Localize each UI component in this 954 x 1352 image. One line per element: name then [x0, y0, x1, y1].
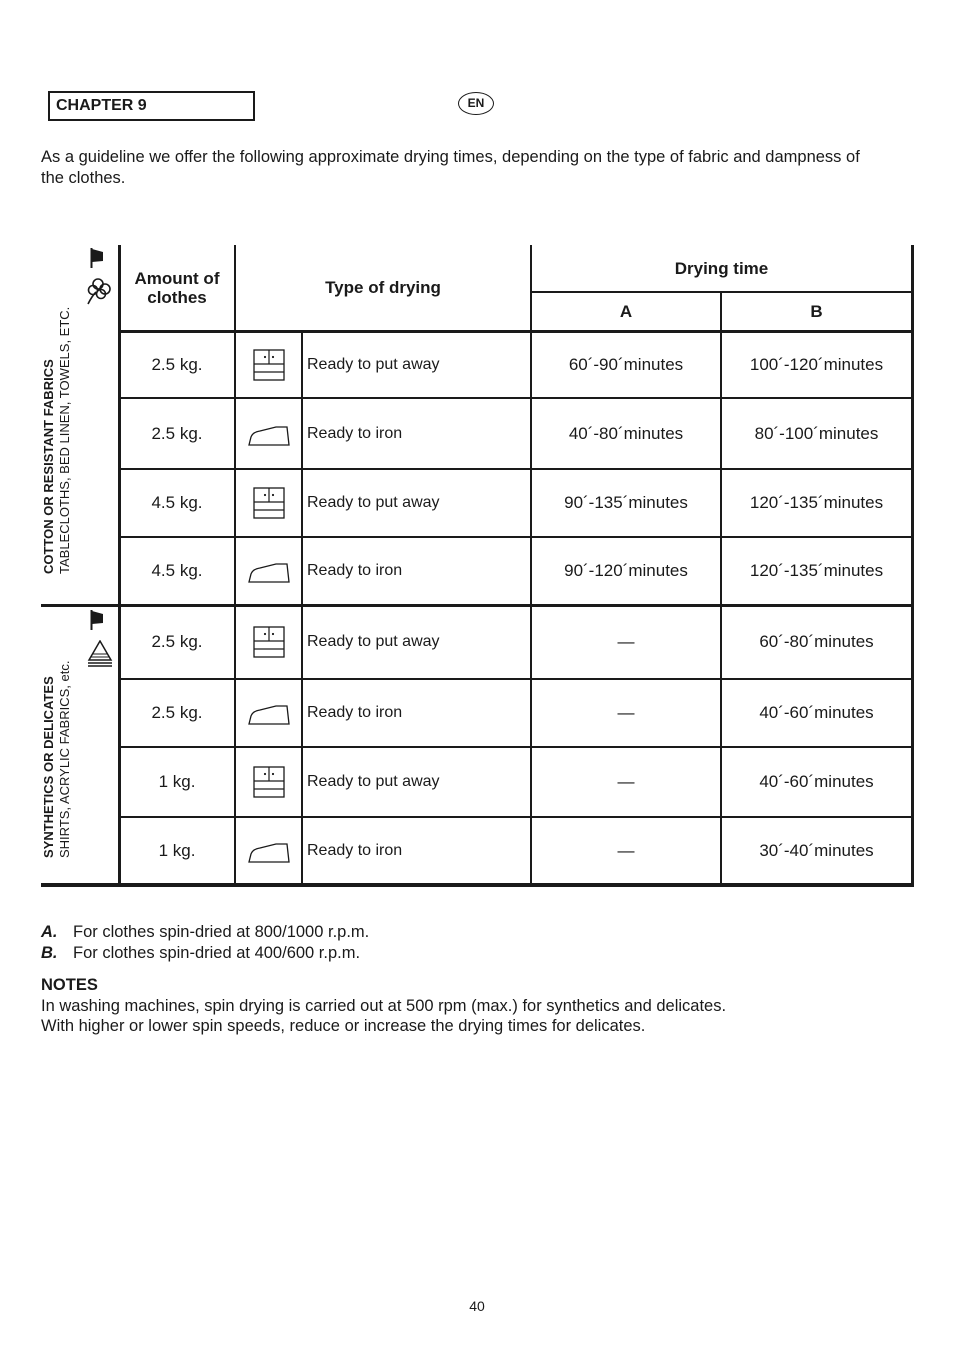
type-icon-cell — [235, 605, 302, 679]
flag-icon — [90, 610, 104, 635]
cupboard-icon — [253, 349, 285, 381]
type-label-cell: Ready to put away — [307, 355, 440, 373]
table-rule — [118, 245, 121, 885]
amount-cell: 2.5 kg. — [151, 423, 203, 443]
type-icon-cell — [235, 398, 302, 469]
time-b-cell: 40´-60´minutes — [759, 703, 874, 722]
group-title: SYNTHETICS OR DELICATES — [41, 676, 56, 858]
amount-cell: 4.5 kg. — [151, 561, 203, 580]
time-b-cell: 30´-40´minutes — [759, 841, 874, 860]
type-icon-cell — [235, 469, 302, 537]
time-a-cell: — — [617, 703, 635, 722]
type-icon-cell — [235, 747, 302, 817]
iron-icon — [248, 700, 290, 726]
time-a-cell: — — [617, 772, 635, 791]
cupboard-icon — [253, 626, 285, 658]
table-rule — [119, 397, 912, 398]
time-b-cell: 80´-100´minutes — [754, 423, 879, 443]
table-rule — [530, 245, 532, 885]
type-label-cell: Ready to iron — [307, 842, 403, 859]
delicates-icon — [87, 640, 113, 673]
time-a-cell: 90´-120´minutes — [564, 561, 688, 580]
column-header-type: Type of drying — [325, 278, 441, 297]
column-header-a: A — [619, 301, 633, 321]
time-a-cell: — — [617, 632, 635, 651]
amount-cell: 2.5 kg. — [151, 703, 203, 722]
amount-cell: 1 kg. — [158, 841, 196, 860]
table-rule — [301, 331, 302, 885]
type-label-cell: Ready to iron — [307, 562, 403, 579]
iron-icon — [248, 558, 290, 584]
notes-line: In washing machines, spin drying is carried out at 500 rpm (max.) for synthetics and delicates. — [41, 996, 727, 1015]
table-rule — [119, 330, 912, 333]
table-rule — [119, 746, 912, 747]
amount-cell: 2.5 kg. — [151, 354, 203, 374]
cotton-icon — [82, 274, 112, 313]
table-rule — [234, 245, 236, 885]
amount-cell: 4.5 kg. — [151, 493, 203, 512]
amount-cell: 1 kg. — [158, 772, 196, 791]
group-label — [41, 254, 73, 574]
time-b-cell: 40´-60´minutes — [759, 772, 874, 791]
language-badge: EN — [458, 92, 494, 115]
iron-icon — [248, 421, 290, 447]
page-number: 40 — [469, 1298, 485, 1314]
type-icon-cell — [235, 331, 302, 398]
time-a-cell: 90´-135´minutes — [564, 493, 688, 512]
table-rule — [119, 536, 912, 537]
group-label — [41, 618, 73, 858]
table-rule — [41, 604, 914, 607]
table-rule — [720, 292, 721, 885]
type-icon-cell — [235, 537, 302, 605]
cupboard-icon — [253, 766, 285, 798]
footnote-a: A. For clothes spin-dried at 800/1000 r.p.m. — [41, 923, 370, 941]
group-subtitle: TABLECLOTHS, BED LINEN, TOWELS, ETC. — [57, 306, 72, 574]
intro-paragraph: As a guideline we offer the following approximate drying times, depending on the type of fabric and dampness of the clothes. — [41, 148, 860, 187]
notes-section — [41, 922, 901, 1037]
footnote-b: B. For clothes spin-dried at 400/600 r.p.m. — [41, 943, 361, 962]
type-icon-cell — [235, 817, 302, 885]
group-title: COTTON OR RESISTANT FABRICS — [41, 359, 56, 574]
cupboard-icon — [253, 487, 285, 519]
table-rule — [41, 883, 914, 887]
type-label-cell: Ready to put away — [307, 633, 440, 650]
column-header-drying-time: Drying time — [674, 258, 769, 278]
type-label-cell: Ready to put away — [307, 494, 440, 511]
notes-line: With higher or lower spin speeds, reduce or increase the drying times for delicates. — [41, 1017, 646, 1035]
time-b-cell: 120´-135´minutes — [749, 561, 884, 580]
table-rule — [119, 468, 912, 469]
time-a-cell: 60´-90´minutes — [568, 354, 684, 374]
column-header-b: B — [810, 301, 823, 321]
amount-cell: 2.5 kg. — [151, 632, 203, 651]
time-b-cell: 100´-120´minutes — [749, 354, 884, 374]
time-b-cell: 120´-135´minutes — [749, 493, 884, 512]
column-header-amount: Amount of clothes — [134, 269, 220, 307]
table-rule — [119, 816, 912, 817]
flag-icon — [90, 248, 104, 273]
table-rule — [911, 245, 914, 885]
chapter-heading: CHAPTER 9 — [48, 91, 255, 121]
table-rule — [119, 678, 912, 679]
group-subtitle: SHIRTS, ACRYLIC FABRICS, etc. — [57, 660, 72, 858]
time-a-cell: — — [617, 841, 635, 860]
time-a-cell: 40´-80´minutes — [568, 423, 684, 443]
type-label-cell: Ready to put away — [307, 773, 440, 790]
type-icon-cell — [235, 679, 302, 747]
notes-title: NOTES — [41, 976, 98, 994]
iron-icon — [248, 838, 290, 864]
time-b-cell: 60´-80´minutes — [759, 632, 874, 651]
type-label-cell: Ready to iron — [307, 704, 403, 721]
type-label-cell: Ready to iron — [307, 424, 403, 442]
